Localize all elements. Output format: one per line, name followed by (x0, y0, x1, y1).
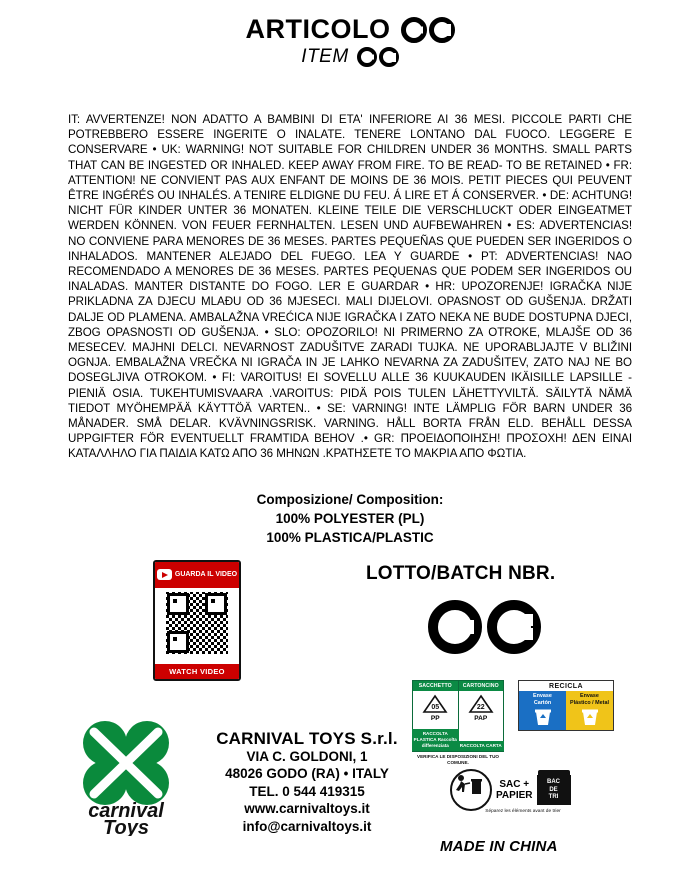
recycling-carton-column (459, 681, 504, 751)
recycling-carton-footer: RACCOLTA CARTA (458, 741, 505, 751)
bac-de-tri-icon (537, 770, 571, 810)
page-title: ARTICOLO (245, 14, 391, 44)
recicla-title: RECICLA (519, 681, 613, 691)
recycling-code-pp: PP (430, 715, 440, 722)
recycling-carton-header: CARTONCINO (459, 681, 504, 691)
french-sac-papier-text (496, 779, 533, 801)
french-text-line-1: SAC + (499, 779, 530, 790)
recycling-bag-header: SACCHETTO (413, 681, 458, 691)
header (0, 0, 700, 68)
recicla-bin-plastico (566, 691, 613, 730)
composition-block (0, 490, 700, 547)
video-badge-header (155, 562, 239, 588)
ce-mark-large-icon (428, 600, 541, 659)
composition-title: Composizione/ Composition: (256, 492, 444, 507)
item-label: ITEM (301, 46, 349, 67)
recycling-code-pap: PAP (474, 715, 488, 722)
spanish-recycling-label (518, 680, 614, 731)
recycling-bin-icon-blue (532, 707, 554, 727)
batch-number-label: LOTTO/BATCH NBR. (366, 563, 556, 584)
company-website[interactable]: www.carnivaltoys.it (244, 801, 370, 816)
recicla-bin-plastico-line-2: Plástico / Metal (570, 699, 609, 706)
company-address-line-2: 48026 GODO (RA) • ITALY (225, 766, 389, 781)
french-text-line-2: PAPIER (496, 790, 533, 801)
recicla-bin-plastico-line-1: Envase (580, 693, 599, 699)
video-badge-bottom-label: WATCH VIDEO (155, 664, 239, 679)
svg-text:Toys: Toys (103, 817, 149, 836)
carnival-toys-logo (78, 718, 174, 836)
recicla-bin-carton-line-2: Cartón (533, 699, 552, 706)
recycling-code-number-pp: 05 (431, 704, 440, 711)
ce-mark-icon-small (357, 47, 399, 67)
composition-line-2: 100% PLASTICA/PLASTIC (266, 530, 434, 545)
recicla-bin-carton-line-1: Envase (533, 693, 552, 699)
company-details (182, 730, 432, 835)
company-email[interactable]: info@carnivaltoys.it (242, 818, 372, 834)
italian-recycling-label (412, 680, 504, 752)
recycling-triangle-icon-pap (468, 694, 494, 714)
warnings-text: IT: AVVERTENZE! NON ADATTO A BAMBINI DI ETA' INFERIORE AI 36 MESI. PICCOLE PARTI CHE POTREBBERO ESSERE INGERITE O INALATE. TENERE LONTANO DAL FUOCO. LEGGERE E CONSERVARE • UK: WARNING! NOT SUITABLE FOR CHILDREN UNDER 36 MONTHS. SMALL PARTS THAT CAN BE INGESTED OR INHALED. KEEP AWAY FROM FIRE. TO BE READ- TO BE RETAINED • FR: ATTENTION! NE CONVIENT PAS AUX ENFANT DE MOINS DE 36 MOIS. PETIT PIECES QUI PEUVENT ÊTRE INGÉRÉS OU INHALÉS. A TENIRE ELDIGNE DU FEU. Á LIRE ET Á CONSERVER. • DE: ACHTUNG! NICHT FÜR KINDER UNTER 36 MONATEN. KLEINE TEILE DIE VERSCHLUCKT ODER EINGEATMET WERDEN KÖNNEN. VON FEUER FERNHALTEN. LESEN UND AUFBEWAHREN • ES: ADVERTENCIAS! NO CONVIENE PARA MENORES DE 36 MESES. PARTES PEQUEÑAS QUE PUEDEN SER INGERIDOS O INHALADOS. MANTENER ALEJADO DEL FUEGO. LEA Y GUARDE • PT: ADVERTENCIAS! NAO RECOMENDADO A MENORES DE 36 MESES. PARTES PEQUENAS QUE PODEM SER INGERIDOS OU INALADAS. MANTER DISTANTE DO FOGO. LER E GUARDAR • HR: UPOZORENJE! IGRAČKA NIJE PRIKLADNA ZA DJECU MLAĐU OD 36 MJESECI. MALI DIJELOVI. OPASNOST OD GUŠENJA. DRŽATI DALJE OD PLAMENA. AMBALAŽNA VREĆICA NIJE IGRAČKA I ZATO NEKA NE BUDE DOSTUPNA DJECI, ZBOG OPASNOSTI OD GUŠENJA. • SLO: OPOZORILO! NI PRIMERNO ZA OTROKE, MLAJŠE OD 36 MESECEV. MAJHNI DELCI. NEVARNOST ZADUŠITVE ZARADI TUJKA. NE UPORABLJAJTE V BLIŽINI OGNJA. EMBALAŽNA VREČKA NI IGRAČA IN JE LAHKO NEVARNA ZA ZADUŠITEV, ZATO NAJ NE BO DOSEGLJIVA OTROKOM. • FI: VAROITUS! EI SOVELLU ALLE 36 KUUKAUDEN IKÄISILLE LAPSILLE - PIENIÄ OSIA. TUKEHTUMISVAARA .VAROITUS: PIDÄ POIS TULEN LÄHETTYVILTÄ. SÄILYTÄ NÄMÄ TIEDOT MYÖHEMPÄÄ KÄYTTÖÄ VARTEN.. • SE: VARNING! INTE LÄMPLIG FÖR BARN UNDER 36 MÅNADER. SMÅ DELAR. KVÄVNINGSRISK. VARNING. HÅLL BORTA FRÅN ELD. BEHÅLL DESSA UPPGIFTER FÖR EVENTUELLT FRAMTIDA BEHOV .• GR: ΠΡΟΕΙΔΟΠΟΙΗΣΗ! ΠΡΟΣΟΧΗ! ΔΕΝ ΕΙΝΑΙ ΚΑΤΑΛΛΗΛΟ ΓΙΑ ΠΑΙΔΙΑ ΚΑΤΩ ΑΠΟ 36 ΜΗΝΩΝ .ΚΡΑΤΗΣΕΤΕ ΤΟ ΜΑΚΡΙΑ ΑΠΟ ΦΩΤΙΑ. (68, 113, 632, 461)
recycling-municipality-note: VERIFICA LE DISPOSIZIONI DEL TUO COMUNE. (417, 754, 499, 765)
recicla-bin-carton (519, 691, 566, 730)
qr-code-icon[interactable] (166, 592, 228, 654)
video-badge-top-label: GUARDA IL VIDEO (174, 571, 238, 578)
watch-video-qr-badge[interactable] (153, 560, 241, 681)
recicla-bins (519, 691, 613, 730)
header-item-row (0, 46, 700, 68)
recycling-symbols (406, 672, 646, 822)
made-in-label: MADE IN CHINA (440, 838, 558, 855)
bac-line-1: BAC (547, 779, 560, 785)
header-articolo-row (0, 14, 700, 45)
recycling-bag-column (413, 681, 459, 751)
company-name: CARNIVAL TOYS S.r.l. (216, 729, 398, 748)
recycling-triangle-icon-pp (422, 694, 448, 714)
composition-line-1: 100% POLYESTER (PL) (275, 511, 425, 526)
french-recycling-note: Séparez les éléments avant de trier (485, 809, 561, 814)
company-address-line-1: VIA C. GOLDONI, 1 (246, 748, 368, 764)
bac-line-2: DE (549, 786, 558, 793)
bac-line-3: TRI (548, 794, 559, 800)
recycling-bag-footer: RACCOLTA PLASTICA Raccolta differenziata (412, 729, 459, 751)
ce-mark-icon (401, 17, 455, 43)
svg-text:carnival: carnival (88, 800, 164, 822)
french-recycling-label (450, 768, 596, 812)
youtube-play-icon (157, 569, 172, 580)
recycling-code-number-pap: 22 (476, 704, 485, 711)
company-phone: TEL. 0 544 419315 (249, 783, 365, 799)
clover-icon (78, 718, 174, 836)
tidyman-icon (450, 769, 492, 811)
recycling-bin-icon-yellow (579, 707, 601, 727)
